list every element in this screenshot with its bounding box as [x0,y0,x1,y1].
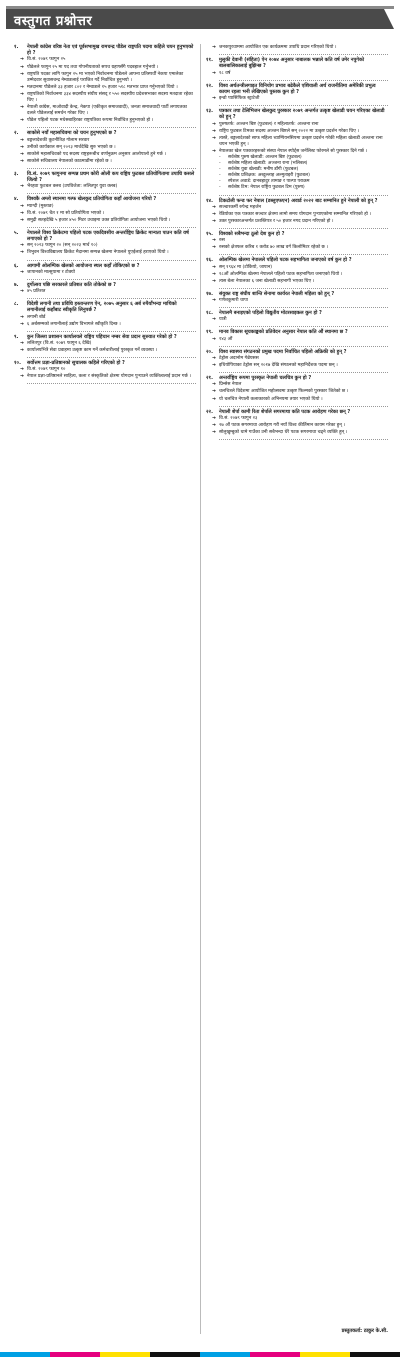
answer-text: टेड्रोस अदानोम गेब्रेयसस [219,355,259,361]
answer-text: १४३ औं [219,336,233,342]
answer-text: १८औं ओलम्पिक खेलमा नेपालले पहिलो पटक सहभागिता जनाएको थियो । [219,271,343,277]
question-number: ४. [14,196,19,203]
sub-item-text: सर्वश्रेष्ठ टिम: नेपाल राष्ट्रिय फुटबल टिम (पुरुष) [228,185,305,191]
bullet-arrow: ➔ [212,389,216,395]
answer-text: उक्त पुरस्कारअन्तर्गत प्रशस्तिपत्र र ५० हजार नगद प्रदान गरिएको हो । [219,218,334,224]
bullet-arrow: ➔ [212,45,216,50]
answer-item [206,279,388,285]
question-separator [219,54,388,55]
question-text: विदेशी लगानी तथा प्रविधि हस्तान्तरण ऐन, २०७५ अनुसार ६ अर्ब रुपैयाँभन्दा माथिको लगानीलाई कहाँबाट स्वीकृति लिनुपर्छ ? [27,301,177,314]
answer-text: रुसको क्षेत्रफल करिब १ करोड ७० लाख वर्ग किलोमिटर रहेको छ । [219,245,328,251]
bullet-arrow: ➔ [212,382,216,388]
question-text: संयुक्त राष्ट्र संघीय शान्ति सेनामा कार्यरत नेपाली महिला को हुन् ? [219,290,335,297]
question-heading [14,230,196,242]
question-text: विश्व अर्थतन्त्रीलगाइत विनियोग प्रभाव बढेकैले एशियाली अर्थ राजनीतिमा अमेरिकी प्रभुत्व कायम रहला भनी लेखिएको पुस्तक कुन हो ? [219,82,376,95]
question-number: ९. [14,333,19,340]
answer-item [206,363,388,369]
bullet-arrow: ➔ [212,121,216,127]
question-block [206,310,388,323]
question-number: १२. [206,82,213,89]
bullet-arrow: ➔ [212,298,216,304]
answer-text: इथियोपियाका टेड्रोस सन् २०१७ देखि संगठनको महानिर्देशक पदमा छन् । [219,363,338,369]
answer-text: त्यस बेला नेपालका ६ जना खेलाडी सहभागी भएका थिए । [219,278,315,284]
bullet-arrow: ➔ [212,271,216,277]
question-text: दुर्गोत्सव पछि सरकारले प्रतिशत कति तोकेको छ ? [27,281,116,288]
question-block [206,83,388,103]
answer-text: ६ अर्बसम्मको लगानीलाई उद्योग विभागले स्वीकृति दिन्छ । [27,321,121,327]
bullet-arrow: ➔ [20,57,24,63]
answer-text: वि.सं. २०७९ फागुन २३ [219,415,258,421]
answer-text: उनीको कार्यकाल सन् २०२३ मार्चदेखि सुरु भएको छ । [27,144,116,150]
answer-text: नेपाली कांग्रेस, माओवादी केन्द्र, नेकपा (एकीकृत समाजवादी), जनता समाजवादी पार्टी लगायतका दलले पौडेललाई समर्थन गरेका थिए । [27,105,187,117]
answer-item [206,416,388,422]
answer-text: कार्यालयभित्रै सेवा प्रवाहमा उत्कृष्ट काम गर्ने कर्मचारीलाई पुरस्कृत गर्ने व्यवस्था । [27,347,157,353]
bullet-arrow: ➔ [20,118,24,124]
bullet-arrow: ➔ [212,148,216,154]
question-separator [219,372,388,373]
question-text: नेपालमै बनाइएको पहिलो विद्युतीय मोटरसाइकल कुन हो ? [219,310,322,317]
question-separator [219,195,388,196]
question-number: २१. [206,375,213,382]
sub-bullet: - [219,185,221,191]
answer-text: २७ औं पटक सगरमाथा आरोहण गरी नयाँ विश्व कीर्तिमान कायम गरेका हुन् । [219,422,345,428]
question-number: ७. [14,281,19,288]
question-text: पत्रकार तथा टेलिभिजन खेलकुद पुरस्कार २०७९ अन्तर्गत उत्कृष्ट खेलाडी चयन गरिएका खेलाडी को हुन् ? [219,108,385,121]
answer-item [14,374,196,380]
bullet-arrow: ➔ [20,158,24,164]
question-heading [206,198,388,204]
question-text: विश्व स्वास्थ्य संगठनको प्रमुख पदमा निर्वाचित पहिलो अफ्रिकी को हुन् ? [219,348,347,355]
answer-item [206,317,388,323]
question-heading [14,360,196,366]
bullet-arrow: ➔ [212,317,216,323]
question-separator [219,406,388,407]
question-number: ८. [14,301,19,308]
answer-item [206,298,388,304]
question-text: वि.सं. २०७९ फागुनमा सम्पन्न प्रथम कोरी ओली कप राष्ट्रिय फुटबल प्रतियोगितामा उपाधि कसले जित्यो ? [27,170,195,184]
question-separator [219,80,388,81]
question-heading [206,375,388,381]
question-heading [206,83,388,95]
answer-text: भैरहवा फुटबल क्लब (उपविजेता: ललितपुर युवा क्लब) [27,184,118,190]
answer-item [14,315,196,321]
answer-item [14,204,196,210]
answer-text: जनकपुरधाममा आयोजित एक कार्यक्रममा उपाधि प्रदान गरिएको थियो । [219,45,337,50]
answer-item [14,243,196,249]
answer-item [206,337,388,343]
bullet-arrow: ➔ [20,105,24,111]
answer-text: ४५ प्रतिशत [27,289,46,294]
answer-item [206,397,388,403]
bullet-arrow: ➔ [20,203,24,209]
question-heading [206,329,388,335]
color-swatch [0,1352,50,1357]
answer-item [206,272,388,278]
question-heading [206,257,388,263]
bullet-arrow: ➔ [212,278,216,284]
question-text: कुन जिल्ला प्रशासन कार्यालयले राष्ट्रिय पहिचान नम्बर सेवा प्रदान सुरुवात गरेको हो ? [27,333,177,340]
question-block [206,329,388,342]
answer-item [206,71,388,77]
question-heading [14,130,196,136]
question-number: ६. [14,262,19,269]
question-heading [206,108,388,120]
color-swatch [200,1352,250,1357]
question-separator [27,227,196,228]
question-heading [14,282,196,288]
color-swatch [50,1352,100,1357]
bullet-arrow: ➔ [212,363,216,369]
answer-item [14,118,196,124]
color-swatch [150,1352,200,1357]
left-column [14,44,196,386]
question-separator [27,168,196,169]
question-heading [14,44,196,56]
question-separator [27,127,196,128]
bullet-arrow: ➔ [212,218,216,224]
answer-item [14,65,196,71]
answer-text: इन्डो प्यासिफिक स्ट्राटेजी [219,96,260,101]
bullet-arrow: ➔ [20,250,24,256]
answer-text: सन् १९६४ मा (टोकियो, जापान) [219,264,273,270]
question-text: ओलम्पिक खेलमा नेपालले पहिलो पटक सहभागिता जनाएको वर्ष कुन हो ? [219,257,352,264]
answer-item [14,211,196,217]
question-block [206,257,388,284]
question-block [14,230,196,257]
answer-text: लगानी बोर्ड [27,314,46,320]
question-separator [219,326,388,327]
question-number: १८. [206,310,213,317]
sub-item-text: सर्वश्रेष्ठ पुरुष खेलाडी: अञ्जन बिष्ट (फुटबल) [228,154,302,160]
bullet-arrow: ➔ [212,396,216,402]
title-bar-notch [384,9,394,29]
right-column [206,44,388,442]
bullet-arrow: ➔ [20,210,24,216]
answer-item [14,341,196,347]
sub-item-text: स्पेशल अवार्ड: दानबहादुर तामाङ र पाल्पा पराक्रम [228,179,310,185]
question-heading [206,349,388,355]
question-heading [206,57,388,69]
bullet-arrow: ➔ [212,336,216,342]
answer-text: सञ्चारकर्मी रुपेन्द्र महर्जन [219,204,262,210]
question-heading [206,231,388,237]
bullet-arrow: ➔ [20,269,24,275]
bullet-arrow: ➔ [20,91,24,97]
color-swatch [300,1352,350,1357]
question-number: ५. [14,229,19,236]
sub-item-text: सर्वश्रेष्ठ युवा खेलाडी: मनीष डाँगी (फुटबल) [228,167,299,173]
question-block [14,44,196,124]
question-block [206,108,388,191]
question-text: टिकटोली फन्ड फर नेपाल (डब्लुएफएन) अवार्ड २०२२ बाट सम्मानित हुने नेपाली को हुन् ? [219,197,378,204]
question-heading [206,291,388,297]
answer-text: पुरुषतर्फ: अञ्जन बिष्ट (फुटबल) र महिलातर्फ: अञ्जना राना [219,121,319,127]
question-number: १७. [206,290,213,297]
answer-text: मतदानमा पौडेलले ३३ हजार ८०२ र नेम्वाङले १५ हजार ५१८ मतभार प्राप्त गर्नुभएको थियो । [27,84,178,90]
answer-text: रुस [219,238,225,244]
answer-item [14,92,196,104]
answer-text: साकोसे सचिवालय नेपालको काठमाडौंमा रहेको छ । [27,158,112,164]
answer-text: राष्ट्रिय फुटबल टिमका सदस्य अञ्जन बिष्टले सन् २०२२ मा उत्कृष्ट प्रदर्शन गरेका थिए । [219,128,359,134]
question-number: १०. [14,360,21,367]
question-separator [219,228,388,229]
question-separator [27,260,196,261]
question-heading [206,310,388,316]
answer-item [206,219,388,225]
bullet-arrow: ➔ [20,314,24,320]
question-heading [14,334,196,340]
bullet-arrow: ➔ [212,204,216,210]
answer-text: जापानको मात्सुयामा र टोक्यो [27,269,75,275]
answer-item [14,145,196,151]
answer-text: ललितपुर (वि.सं. २०७९ फागुन ६ देखि) [27,340,92,346]
question-block [14,334,196,354]
answer-item [14,152,196,158]
answer-text: बङ्गलादेशकी कूटनीतिज्ञ गोलाम सरवार [27,137,90,143]
answer-item [14,159,196,165]
answer-item [206,245,388,251]
answer-item [14,322,196,328]
answer-text: सन् २०२३ फागुन २० (सन् २०२३ मार्च १०) [27,243,98,249]
answer-item [206,389,388,395]
question-block [206,231,388,251]
answer-item [206,212,388,218]
answer-text: पौडेलले फागुन २५ मा पद तथा गोपनीयताको सपथ ग्रहणसँगै पदबहाल गर्नुभयो । [27,64,159,70]
answer-text: प्रिन्सेस नेपाल [219,382,242,388]
sub-bullet: - [219,167,221,173]
question-heading [14,196,196,202]
question-text: साकोसे नयाँ महासचिवमा को चयन हुनुभएको छ ? [27,130,117,137]
question-separator [27,298,196,299]
answer-text: नेपालका खेल पत्रकारहरूको संस्था नेपाल स्पोर्ट्स जर्नलिस्ट फोरमले सो पुरस्कार दिने गर्छ । [219,148,368,154]
question-block [206,375,388,402]
answer-item [14,138,196,144]
question-heading [14,171,196,183]
question-heading [206,409,388,415]
answer-text: यात्री [219,317,227,323]
answer-item [206,122,388,128]
question-separator [219,307,388,308]
answer-text: त्रिभुवन विश्वविद्यालय क्रिकेट मैदानमा सम्पन्न खेलमा नेपालले युएईलाई हराएको थियो । [27,250,169,256]
question-block [206,409,388,436]
sub-bullet: - [219,179,221,185]
answer-text: राष्ट्रपतिको निर्वाचनमा ३३४ सदस्यीय संघीय संसद् र ५५० सदस्यीय प्रदेशसभाका सदस्य मतदाता रहेका थिए । [27,91,193,103]
answer-text: वि.सं. २०७९ चैत १ मा सो प्रतियोगिता भएको । [27,210,105,216]
question-text: मुलुकी देवानी (संहिता) ऐन २०७४ अनुसार नाबालक भन्नाले कति वर्ष उमेर नपुगेको बालबालिकालाई बुझिन्छ ? [219,57,365,70]
answer-item [206,238,388,244]
bullet-arrow: ➔ [212,238,216,244]
question-number: १९. [206,329,213,336]
question-separator [27,279,196,280]
bullet-arrow: ➔ [20,321,24,327]
question-block [206,291,388,304]
question-block [14,171,196,191]
question-text: मानव विकास सूचकाङ्कको प्रतिवेदन अनुसार नेपाल कति औं स्थानमा छ ? [219,329,348,336]
answer-text: त्यस्तै, बङ्गलादेशको साफ महिला च्याम्पियनसिपमा उत्कृष्ट प्रदर्शन गरेकी महिला खेलाडी अञ्जना राना चयन भएकी हुन् । [219,135,383,147]
answer-item [14,57,196,63]
answer-item [14,72,196,84]
question-number: १४. [206,197,213,204]
answer-item [206,423,388,429]
question-heading [14,263,196,269]
question-separator [219,105,388,106]
question-number: १. [14,44,19,50]
answer-item [206,430,388,436]
bullet-arrow: ➔ [212,430,216,436]
bullet-arrow: ➔ [212,135,216,141]
section-header [0,4,400,28]
question-number: १५. [206,231,213,238]
answer-text: वि.सं. २०७९ फागुन २५ [27,57,66,63]
author-credit: प्रस्तुतकर्ता: ठाकुर के.सी. [341,1328,388,1334]
answer-item [206,265,388,271]
bullet-arrow: ➔ [212,355,216,361]
answer-item [14,184,196,190]
bullet-arrow: ➔ [20,151,24,157]
question-separator [219,346,388,347]
answer-item [206,45,388,51]
answer-text: राष्ट्रपति पदका लागि फागुन २५ मा भएको निर्वाचनमा पौडेलले आफ्ना प्रतिस्पर्धी नेकपा एमालेका उम्मेदवार सुवासचन्द्र नेम्वाङलाई पराजित गर्दै निर्वाचित हुनुभयो । [27,71,184,83]
answer-item [206,356,388,362]
question-separator [27,193,196,194]
bullet-arrow: ➔ [212,70,216,76]
sub-bullet: - [219,154,221,160]
sub-bullet: - [219,173,221,179]
sub-item-text: सर्वश्रेष्ठ प्रशिक्षक: अब्दुल्लाह अल्मुताइरी (फुटबल) [228,173,310,179]
bullet-arrow: ➔ [212,422,216,428]
bullet-arrow: ➔ [212,264,216,270]
question-number: १३. [206,108,213,115]
question-text: अन्तर्राष्ट्रिय रूपमा पुरस्कृत नेपाली चलचित्र कुन हो ? [219,375,312,382]
question-text: विश्वकै अग्लो स्थानमा गल्फ खेलकुद प्रतियोगिता कहाँ आयोजना गरियो ? [27,196,157,203]
bullet-arrow: ➔ [20,71,24,77]
answer-text: रेडियोका एक पत्रकार सञ्चार क्षेत्रमा लामो समय योगदान पुऱ्याएकोमा सम्मानित गरिएको हो । [219,211,372,217]
answer-item [14,270,196,276]
answer-text: साकोसे महासचिवको पद सदस्य राष्ट्रहरूबीच वर्णानुक्रम अनुसार आलोपालो हुने गर्छ । [27,151,166,157]
question-separator [27,383,196,384]
question-text: नेपाली कांग्रेस वरिष्ठ नेता एवं पूर्वसभामुख रामचन्द्र पौडेल राष्ट्रपति पदमा कहिले चयन हुनुभएको हो ? [27,44,194,57]
question-number: ११. [206,57,213,64]
bullet-arrow: ➔ [212,415,216,421]
answer-text: १८ वर्ष [219,70,231,76]
answer-text: पौडेल पहिलो पटक मधेसबाहिरका राष्ट्रपतिका रूपमा निर्वाचित हुनुभएको हो । [27,118,154,124]
answer-text: समुद्री सतहदेखि ५ हजार ४५० मिटर उचाइमा उक्त प्रतियोगिता आयोजना भएको थियो । [27,217,171,223]
answer-item [206,129,388,135]
question-text: आगामी ओलम्पिक खेलको आयोजना स्थल कहाँ तोकिएको छ ? [27,262,140,269]
question-block [14,301,196,328]
answer-item [206,136,388,148]
bullet-arrow: ➔ [212,245,216,251]
color-swatch [350,1352,400,1357]
bullet-arrow: ➔ [20,367,24,373]
bullet-arrow: ➔ [20,374,24,380]
bullet-arrow: ➔ [20,64,24,70]
answer-item [14,250,196,256]
bullet-arrow: ➔ [20,243,24,249]
column-divider [200,44,201,1334]
sub-item-text: सर्वश्रेष्ठ महिला खेलाडी: अञ्जना राना (भलिबल) [228,161,308,167]
question-block [206,57,388,77]
question-block [14,263,196,276]
question-block [206,45,388,51]
question-separator [219,288,388,289]
question-block [14,196,196,223]
question-block [14,282,196,295]
answer-item [14,348,196,354]
bullet-arrow: ➔ [212,96,216,101]
question-heading [14,301,196,313]
question-number: ३. [14,170,19,177]
title-bar [6,6,394,29]
question-text: सर्वोत्तम प्रज्ञा-प्रतिष्ठानको सुचालक कहिले गरिएको हो ? [27,360,125,367]
question-separator [27,357,196,358]
question-number: १६. [206,257,213,264]
question-text: नेपाली शेर्पा कामी रिता शेर्पाले सगरमाथा कति पटक आरोहण गरेका छन् ? [219,408,351,415]
question-block [14,130,196,165]
question-text: नेपालले विश्व क्रिकेटमा पहिलो पटक एकदिवसीय अन्तर्राष्ट्रिय क्रिकेट मान्यता पाउन कति वर्ष लगाएको हो ? [27,229,189,243]
color-swatch [100,1352,150,1357]
question-block [14,360,196,380]
answer-item [14,367,196,373]
question-text: विश्वको सबैभन्दा ठूलो देश कुन हो ? [219,231,285,238]
question-number: २०. [206,348,213,355]
bullet-arrow: ➔ [212,128,216,134]
question-separator [27,331,196,332]
answer-item [14,85,196,91]
bullet-arrow: ➔ [20,84,24,90]
question-separator [219,439,388,440]
answer-text: वि.सं. २०७९ फागुन १० [27,367,66,373]
color-swatch [250,1352,300,1357]
question-separator [219,254,388,255]
bullet-arrow: ➔ [20,347,24,353]
bullet-arrow: ➔ [20,184,24,190]
bullet-arrow: ➔ [20,144,24,150]
section-title: वस्तुगत प्रश्नोत्तर [14,14,93,29]
answer-item [206,96,388,102]
answer-text: नेपाल प्रज्ञा-प्रतिष्ठानले साहित्य, कला र संस्कृतिको क्षेत्रमा योगदान पुऱ्याउने व्यक्तित्वलाई प्रदान गर्छ । [27,374,191,380]
bullet-arrow: ➔ [20,217,24,223]
bullet-arrow: ➔ [20,289,24,294]
answer-text: यो चलचित्र नेपाली कलाकारको अभिनयमा तयार भएको थियो । [219,396,323,402]
answer-item [206,382,388,388]
question-block [206,349,388,369]
answer-text: चलचित्रले विदेशमा आयोजित महोत्सवमा उत्कृष्ट फिल्मको पुरस्कार जितेको छ । [219,389,349,395]
answer-text: सोलुखुम्बुको थामे गाउँका उनी सबैभन्दा धेरै पटक सगरमाथा चढ्ने व्यक्ति हुन् । [219,430,348,436]
bullet-arrow: ➔ [212,211,216,217]
answer-item [206,205,388,211]
answer-item [14,105,196,117]
print-color-bar [0,1352,400,1357]
question-block [206,198,388,225]
bullet-arrow: ➔ [20,137,24,143]
question-number: २२. [206,408,213,415]
question-number: २. [14,130,19,137]
answer-item [14,218,196,224]
answer-item [14,289,196,295]
sub-bullet: - [219,161,221,167]
answer-text: म्याग्दी (मुस्ताङ) [27,203,54,209]
bullet-arrow: ➔ [20,340,24,346]
answer-text: गणेशकुमारी थापा [219,298,248,304]
sub-item [219,185,388,191]
